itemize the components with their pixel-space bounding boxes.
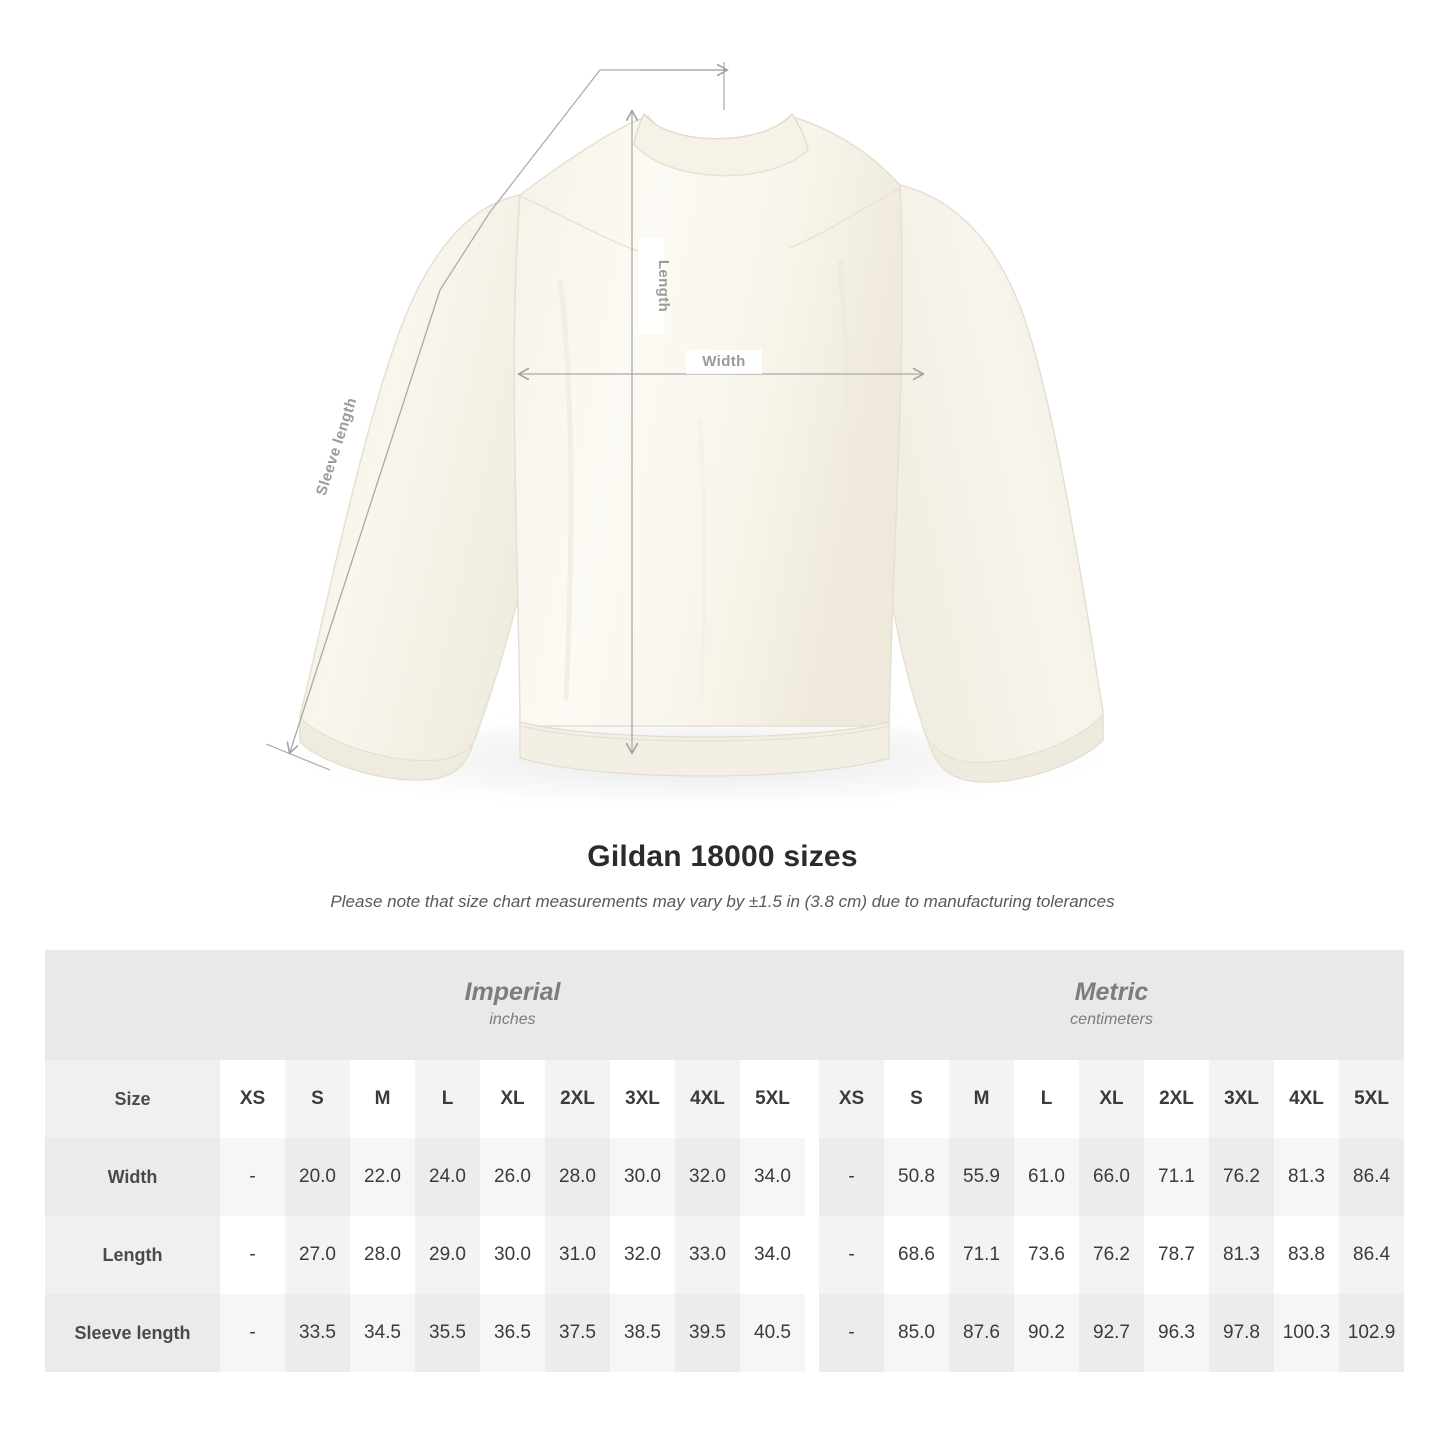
cell-sleeve-imperial-xl: 36.5 — [480, 1294, 545, 1372]
size-header-imperial-3xl: 3XL — [610, 1060, 675, 1138]
unit-sub-metric: centimeters — [1070, 1010, 1153, 1028]
unit-name-metric: Metric — [1074, 977, 1149, 1006]
cell-length-imperial-5xl: 34.0 — [740, 1216, 805, 1294]
cell-width-metric-xs: - — [819, 1138, 884, 1216]
cell-width-metric-s: 50.8 — [884, 1138, 949, 1216]
cell-length-imperial-3xl: 32.0 — [610, 1216, 675, 1294]
cell-width-imperial-4xl: 32.0 — [675, 1138, 740, 1216]
cell-width-metric-l: 61.0 — [1014, 1138, 1079, 1216]
cell-width-imperial-m: 22.0 — [350, 1138, 415, 1216]
cell-sleeve-imperial-5xl: 40.5 — [740, 1294, 805, 1372]
cell-sleeve-metric-m: 87.6 — [949, 1294, 1014, 1372]
row-label-sleeve-length: Sleeve length — [45, 1294, 220, 1372]
size-header-metric-xs: XS — [819, 1060, 884, 1138]
column-gap — [805, 1138, 819, 1216]
size-header-metric-5xl: 5XL — [1339, 1060, 1404, 1138]
size-header-metric-3xl: 3XL — [1209, 1060, 1274, 1138]
cell-sleeve-imperial-l: 35.5 — [415, 1294, 480, 1372]
cell-length-imperial-m: 28.0 — [350, 1216, 415, 1294]
cell-sleeve-imperial-2xl: 37.5 — [545, 1294, 610, 1372]
row-label-length: Length — [45, 1216, 220, 1294]
size-header-metric-2xl: 2XL — [1144, 1060, 1209, 1138]
length-label: Length — [655, 259, 672, 313]
cell-length-metric-s: 68.6 — [884, 1216, 949, 1294]
unit-header-spacer — [45, 950, 220, 1060]
size-header-imperial-l: L — [415, 1060, 480, 1138]
row-header-size: Size — [45, 1060, 220, 1138]
page-title: Gildan 18000 sizes — [587, 840, 858, 873]
cell-length-imperial-xl: 30.0 — [480, 1216, 545, 1294]
unit-header-imperial — [220, 950, 805, 1060]
cell-length-metric-4xl: 83.8 — [1274, 1216, 1339, 1294]
size-header-row — [45, 1060, 1404, 1138]
cell-length-imperial-xs: - — [220, 1216, 285, 1294]
table-row — [45, 1216, 1404, 1294]
unit-sub-imperial: inches — [489, 1010, 536, 1028]
tolerance-note: Please note that size chart measurements may vary by ±1.5 in (3.8 cm) due to manufacturing tolerances — [330, 892, 1115, 911]
sleeve-measure-line — [290, 290, 440, 752]
cell-sleeve-imperial-s: 33.5 — [285, 1294, 350, 1372]
cell-width-metric-xl: 66.0 — [1079, 1138, 1144, 1216]
cell-length-imperial-4xl: 33.0 — [675, 1216, 740, 1294]
column-gap — [805, 1060, 819, 1138]
size-header-metric-4xl: 4XL — [1274, 1060, 1339, 1138]
size-chart-table — [45, 950, 1404, 1372]
size-header-imperial-xl: XL — [480, 1060, 545, 1138]
size-header-metric-s: S — [884, 1060, 949, 1138]
size-header-metric-l: L — [1014, 1060, 1079, 1138]
unit-name-imperial: Imperial — [464, 977, 561, 1006]
unit-header-metric — [819, 950, 1404, 1060]
cell-sleeve-imperial-3xl: 38.5 — [610, 1294, 675, 1372]
size-header-imperial-2xl: 2XL — [545, 1060, 610, 1138]
size-chart-table-wrap — [45, 950, 1400, 1372]
table-row — [45, 1138, 1404, 1216]
cell-sleeve-metric-3xl: 97.8 — [1209, 1294, 1274, 1372]
cell-length-imperial-2xl: 31.0 — [545, 1216, 610, 1294]
cell-sleeve-metric-5xl: 102.9 — [1339, 1294, 1404, 1372]
cell-sleeve-metric-xs: - — [819, 1294, 884, 1372]
size-header-imperial-4xl: 4XL — [675, 1060, 740, 1138]
size-header-metric-m: M — [949, 1060, 1014, 1138]
cell-length-metric-m: 71.1 — [949, 1216, 1014, 1294]
cell-length-metric-5xl: 86.4 — [1339, 1216, 1404, 1294]
unit-header-gap — [805, 950, 819, 1060]
cell-length-metric-3xl: 81.3 — [1209, 1216, 1274, 1294]
cell-width-imperial-s: 20.0 — [285, 1138, 350, 1216]
cell-width-metric-m: 55.9 — [949, 1138, 1014, 1216]
table-row — [45, 1294, 1404, 1372]
cell-width-metric-5xl: 86.4 — [1339, 1138, 1404, 1216]
cell-sleeve-metric-s: 85.0 — [884, 1294, 949, 1372]
cell-width-metric-3xl: 76.2 — [1209, 1138, 1274, 1216]
sleeve-length-label: Sleeve length — [312, 395, 361, 498]
cell-length-metric-xl: 76.2 — [1079, 1216, 1144, 1294]
cell-length-metric-2xl: 78.7 — [1144, 1216, 1209, 1294]
row-label-width: Width — [45, 1138, 220, 1216]
cell-width-imperial-2xl: 28.0 — [545, 1138, 610, 1216]
cell-sleeve-metric-2xl: 96.3 — [1144, 1294, 1209, 1372]
unit-header-row — [45, 950, 1404, 1060]
cell-sleeve-imperial-m: 34.5 — [350, 1294, 415, 1372]
cell-width-metric-4xl: 81.3 — [1274, 1138, 1339, 1216]
cell-width-imperial-xs: - — [220, 1138, 285, 1216]
size-header-imperial-m: M — [350, 1060, 415, 1138]
cell-length-imperial-s: 27.0 — [285, 1216, 350, 1294]
cell-length-metric-xs: - — [819, 1216, 884, 1294]
size-header-imperial-5xl: 5XL — [740, 1060, 805, 1138]
cell-sleeve-imperial-xs: - — [220, 1294, 285, 1372]
cell-sleeve-metric-xl: 92.7 — [1079, 1294, 1144, 1372]
cell-width-imperial-3xl: 30.0 — [610, 1138, 675, 1216]
cell-width-imperial-5xl: 34.0 — [740, 1138, 805, 1216]
cell-width-imperial-xl: 26.0 — [480, 1138, 545, 1216]
sleeve-leader-line — [440, 70, 724, 290]
cell-sleeve-metric-4xl: 100.3 — [1274, 1294, 1339, 1372]
size-header-metric-xl: XL — [1079, 1060, 1144, 1138]
cell-width-imperial-l: 24.0 — [415, 1138, 480, 1216]
width-label: Width — [702, 353, 746, 370]
size-header-imperial-s: S — [285, 1060, 350, 1138]
title-block — [0, 840, 1445, 912]
cell-length-imperial-l: 29.0 — [415, 1216, 480, 1294]
cell-length-metric-l: 73.6 — [1014, 1216, 1079, 1294]
column-gap — [805, 1216, 819, 1294]
cell-sleeve-imperial-4xl: 39.5 — [675, 1294, 740, 1372]
column-gap — [805, 1294, 819, 1372]
size-header-imperial-xs: XS — [220, 1060, 285, 1138]
cell-width-metric-2xl: 71.1 — [1144, 1138, 1209, 1216]
cell-sleeve-metric-l: 90.2 — [1014, 1294, 1079, 1372]
